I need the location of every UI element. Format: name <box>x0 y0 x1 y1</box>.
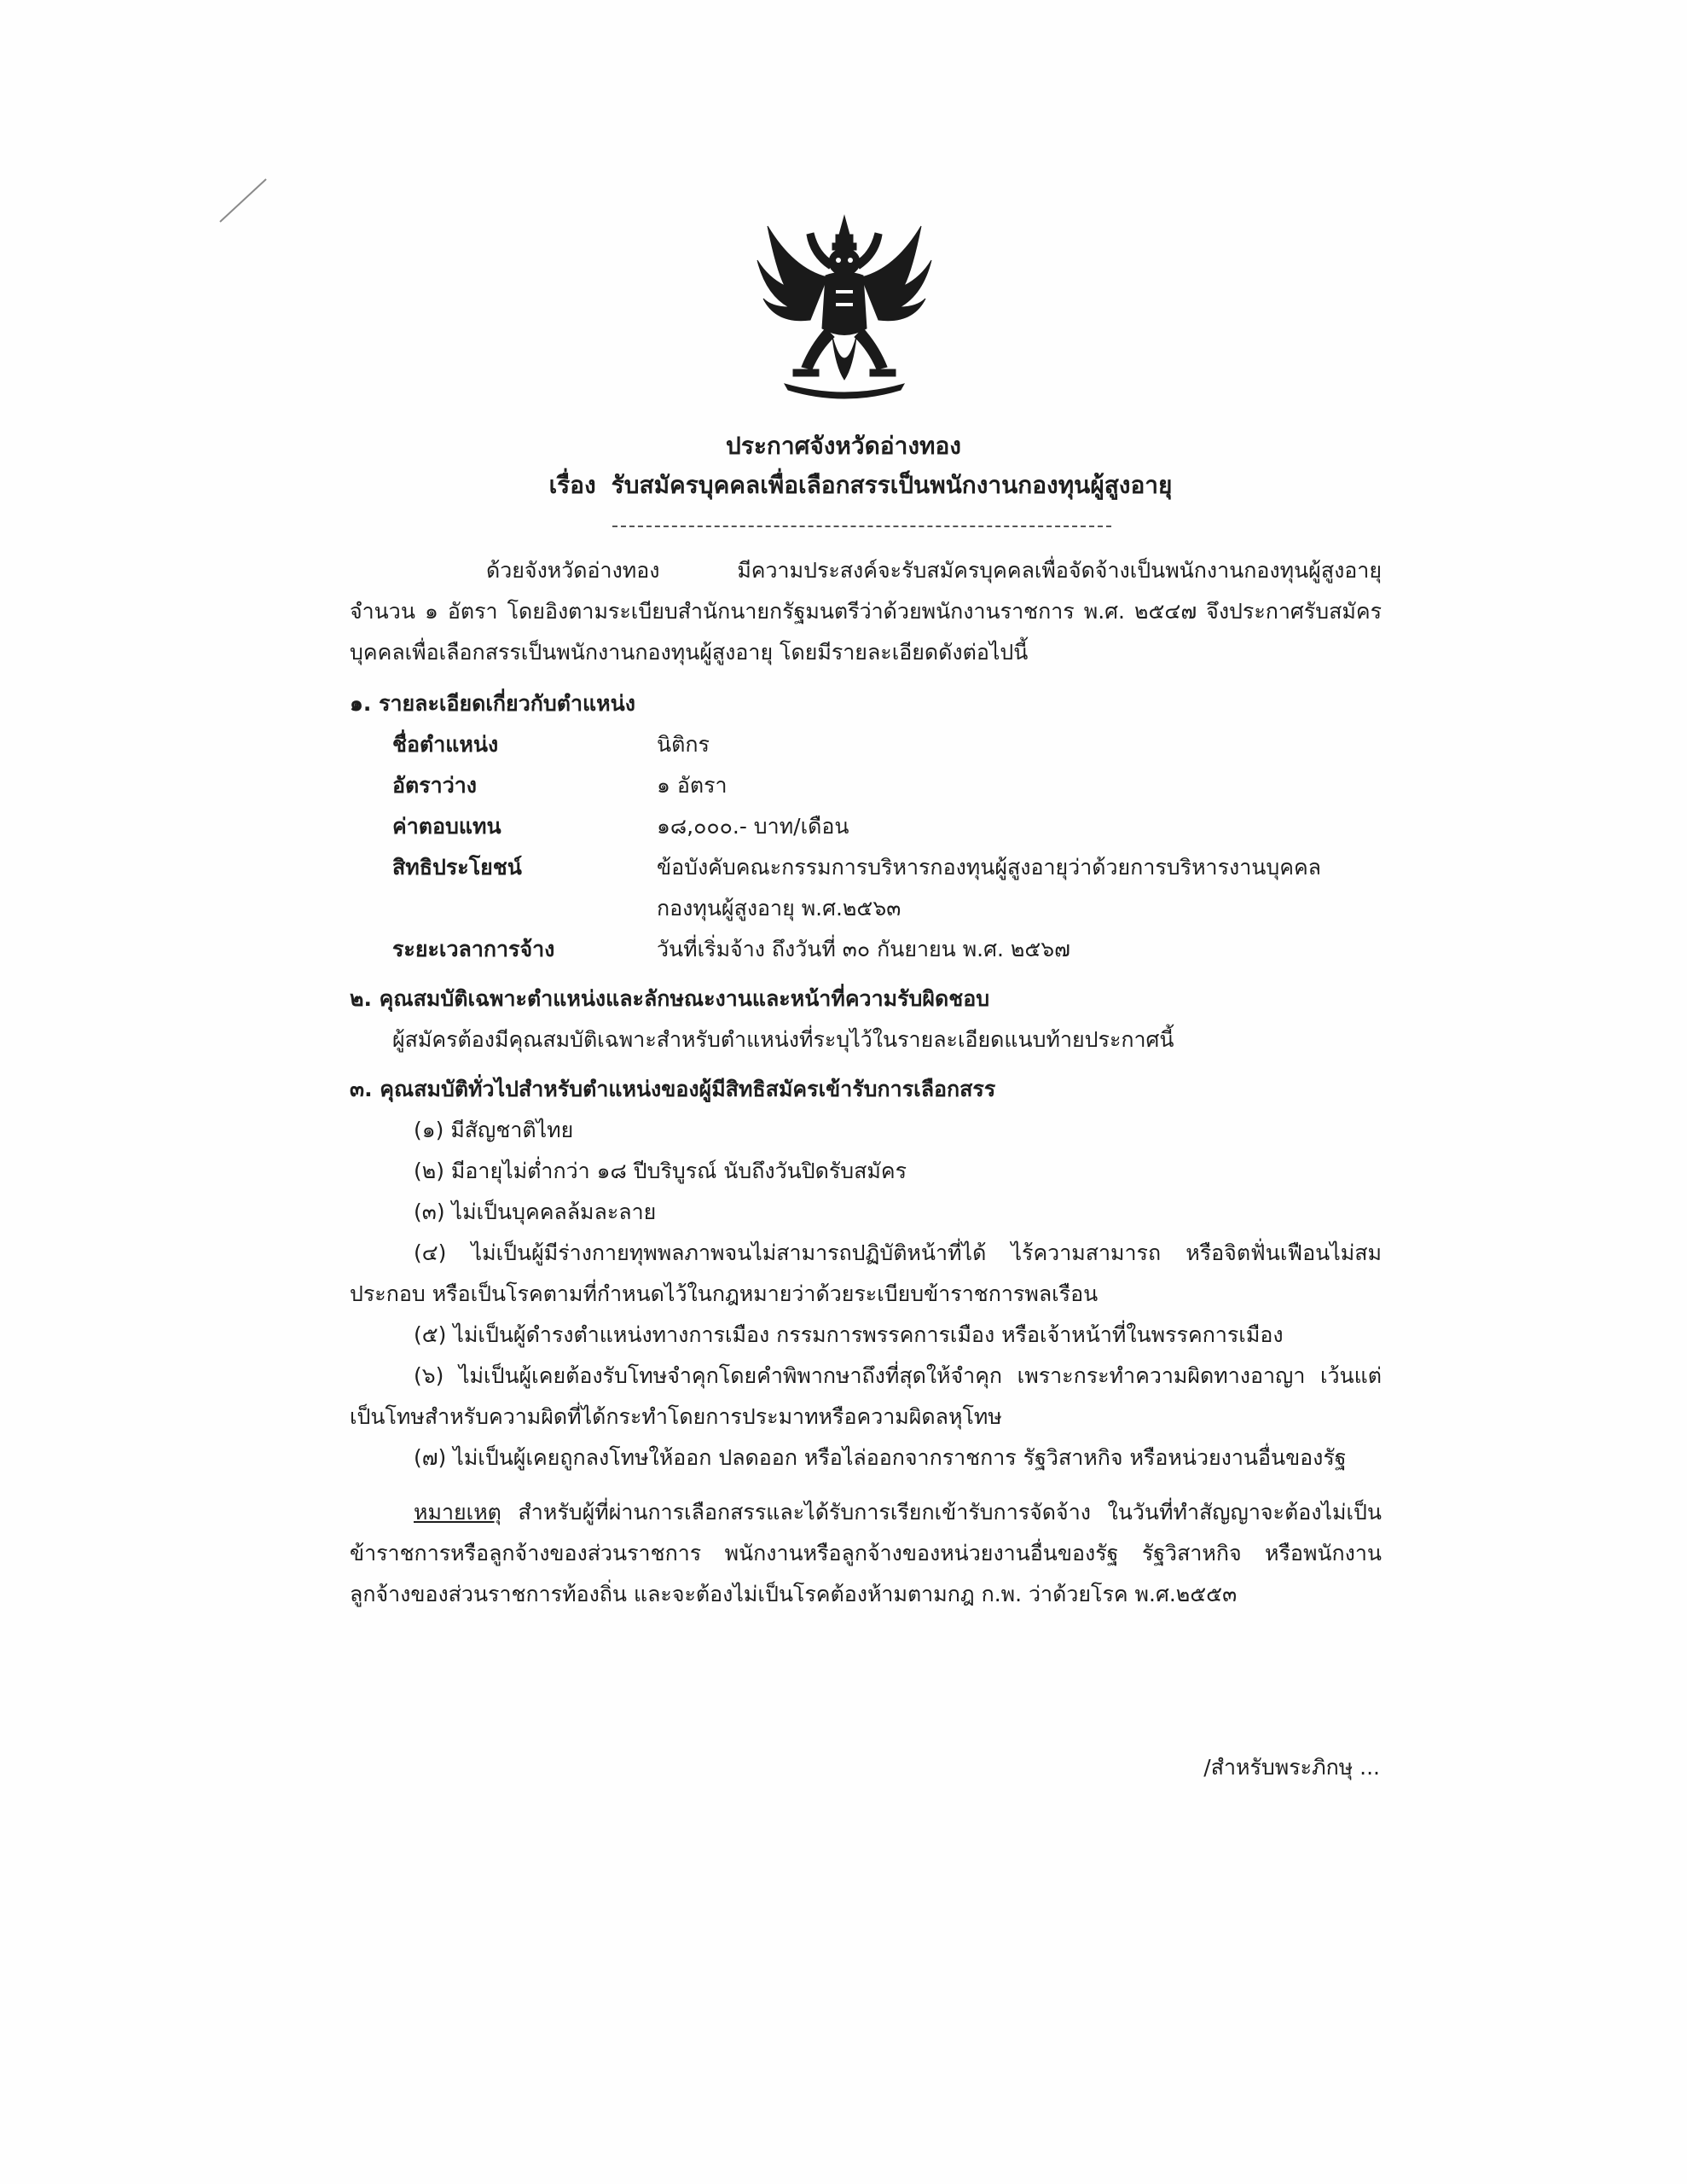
detail-label: ระยะเวลาการจ้าง <box>392 937 555 961</box>
intro-paragraph: ด้วยจังหวัดอ่างทอง มีความประสงค์จะรับสมัครบุคคลเพื่อจัดจ้างเป็นพนักงานกองทุนผู้สูงอายุ จำนวน ๑ อัตรา โดยอิงตามระเบียบสำนักนายกรัฐมนตรีว่าด้วยพนักงานราชการ พ.ศ. ๒๕๔๗ จึงประกาศรับสมัครบุคคลเพื่อเลือกสรรเป็นพนักงานกองทุนผู้สูงอายุ โดยมีรายละเอียดดังต่อไปนี้ <box>350 558 1382 665</box>
detail-label: ค่าตอบแทน <box>392 814 501 839</box>
qualification-item: (๖) ไม่เป็นผู้เคยต้องรับโทษจำคุกโดยคำพิพากษาถึงที่สุดให้จำคุก เพราะกระทำความผิดทางอาญา เว้นแต่เป็นโทษสำหรับความผิดที่ได้กระทำโดยการประมาทหรือความผิดลหุโทษ <box>350 1363 1382 1429</box>
document-body <box>350 550 1382 1615</box>
detail-value: ๑ อัตรา <box>657 773 728 798</box>
note-paragraph <box>350 1492 1382 1615</box>
qualification-item: (๓) ไม่เป็นบุคคลล้มละลาย <box>414 1199 657 1224</box>
qualification-item: (๔) ไม่เป็นผู้มีร่างกายทุพพลภาพจนไม่สามารถปฏิบัติหน้าที่ได้ ไร้ความสามารถ หรือจิตฟั่นเฟือนไม่สมประกอบ หรือเป็นโรคตามที่กำหนดไว้ในกฎหมายว่าด้วยระเบียบข้าราชการพลเรือน <box>350 1240 1382 1306</box>
title-divider <box>612 526 1111 527</box>
detail-row <box>392 847 1382 929</box>
detail-label: ชื่อตำแหน่ง <box>392 732 499 757</box>
section-3-heading: ๓. คุณสมบัติทั่วไปสำหรับตำแหน่งของผู้มีสิทธิสมัครเข้ารับการเลือกสรร <box>350 1077 996 1101</box>
detail-value: วันที่เริ่มจ้าง ถึงวันที่ ๓๐ กันยายน พ.ศ. ๒๕๖๗ <box>657 937 1070 961</box>
section-2-text: ผู้สมัครต้องมีคุณสมบัติเฉพาะสำหรับตำแหน่งที่ระบุไว้ในรายละเอียดแนบท้ายประกาศนี้ <box>392 1027 1174 1052</box>
detail-value: ข้อบังคับคณะกรรมการบริหารกองทุนผู้สูงอายุว่าด้วยการบริหารงานบุคคล กองทุนผู้สูงอายุ พ.ศ.๒๕๖๓ <box>657 855 1321 921</box>
title-block <box>0 427 1687 505</box>
qualification-item: (๒) มีอายุไม่ต่ำกว่า ๑๘ ปีบริบูรณ์ นับถึงวันปิดรับสมัคร <box>414 1159 907 1183</box>
qualification-item: (๗) ไม่เป็นผู้เคยถูกลงโทษให้ออก ปลดออก หรือไล่ออกจากราชการ รัฐวิสาหกิจ หรือหน่วยงานอื่นของรัฐ <box>414 1445 1347 1470</box>
announcement-subject <box>34 466 1687 505</box>
garuda-emblem-icon <box>751 209 938 405</box>
detail-row <box>392 724 1382 765</box>
section-1-heading: ๑. รายละเอียดเกี่ยวกับตำแหน่ง <box>350 691 635 716</box>
section-2-heading: ๒. คุณสมบัติเฉพาะตำแหน่งและลักษณะงานและหน้าที่ความรับผิดชอบ <box>350 986 990 1011</box>
detail-value: ๑๘,๐๐๐.- บาท/เดือน <box>657 814 849 839</box>
subject-text: รับสมัครบุคคลเพื่อเลือกสรรเป็นพนักงานกองทุนผู้สูงอายุ <box>611 471 1173 499</box>
announcement-title: ประกาศจังหวัดอ่างทอง <box>726 432 961 460</box>
qualification-item: (๕) ไม่เป็นผู้ดำรงตำแหน่งทางการเมือง กรรมการพรรคการเมือง หรือเจ้าหน้าที่ในพรรคการเมือง <box>414 1322 1284 1347</box>
note-label: หมายเหตุ <box>414 1500 501 1525</box>
detail-value: นิติกร <box>657 732 710 757</box>
subject-label: เรื่อง <box>548 471 596 499</box>
detail-row <box>392 765 1382 806</box>
note-text: สำหรับผู้ที่ผ่านการเลือกสรรและได้รับการเรียกเข้ารับการจัดจ้าง ในวันที่ทำสัญญาจะต้องไม่เป็นข้าราชการหรือลูกจ้างของส่วนราชการ พนักงานหรือลูกจ้างของหน่วยงานอื่นของรัฐ รัฐวิสาหกิจ หรือพนักงานลูกจ้างของส่วนราชการท้องถิ่น และจะต้องไม่เป็นโรคต้องห้ามตามกฎ ก.พ. ว่าด้วยโรค พ.ศ.๒๕๕๓ <box>350 1500 1382 1606</box>
detail-row <box>392 929 1382 970</box>
qualification-item: (๑) มีสัญชาติไทย <box>414 1118 574 1142</box>
continuation-marker: /สำหรับพระภิกษุ ... <box>1203 1755 1380 1780</box>
detail-row <box>392 806 1382 847</box>
pen-stroke-mark <box>213 175 281 226</box>
detail-label: สิทธิประโยชน์ <box>392 855 522 880</box>
detail-label: อัตราว่าง <box>392 773 477 798</box>
position-details-table <box>392 724 1382 970</box>
